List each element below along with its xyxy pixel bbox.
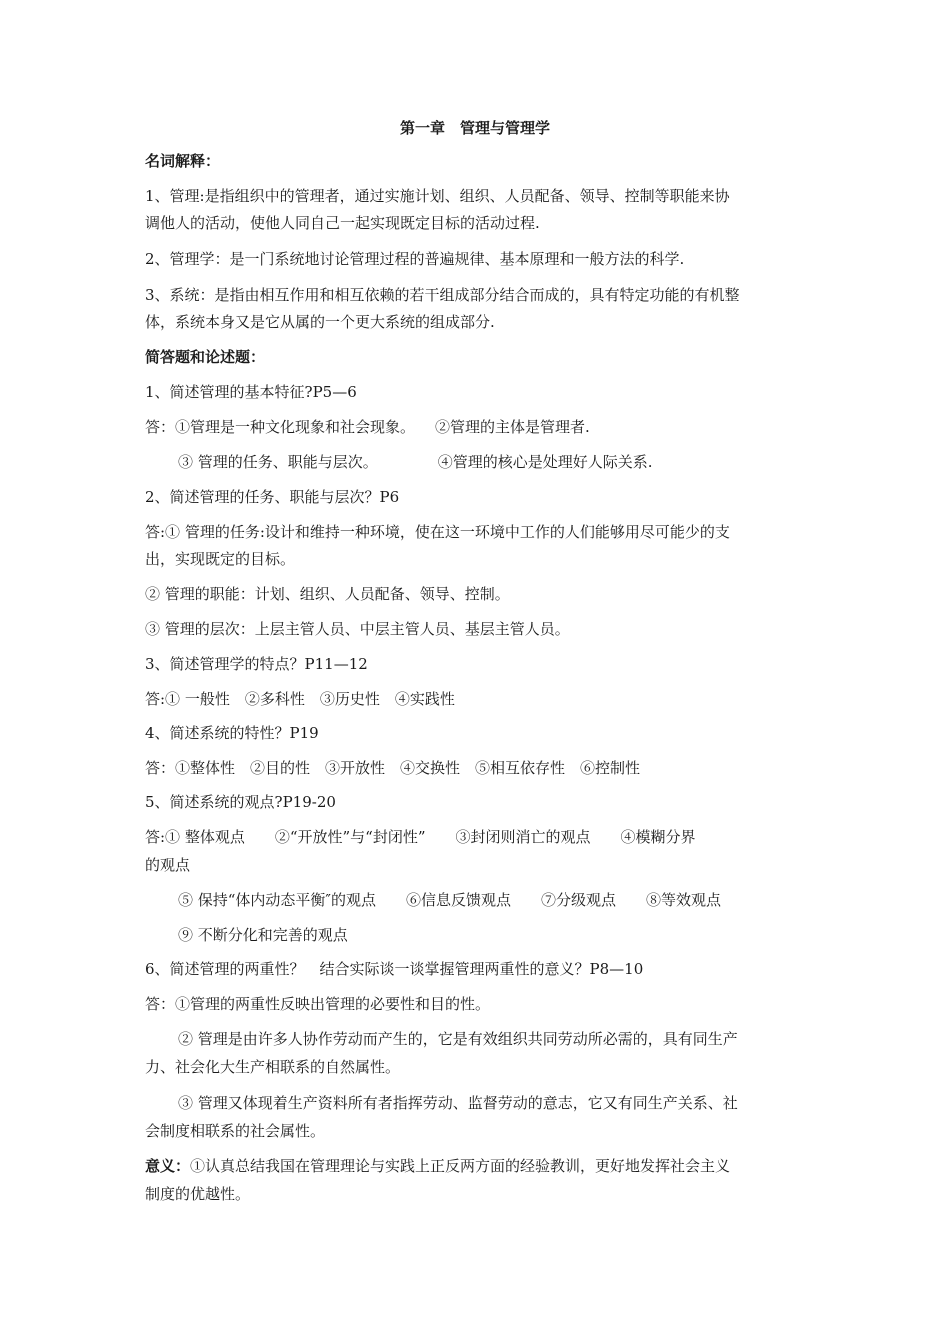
q2-answer-1-line-1: 答:① 管理的任务:设计和维持一种环境，使在这一环境中工作的人们能够用尽可能少的支 [145, 523, 730, 541]
q6-answer-2-line-1: ② 管理是由许多人协作劳动而产生的，它是有效组织共同劳动所必需的，具有同生产 [178, 1030, 738, 1048]
q1-answer-2: ②管理的主体是管理者. [435, 418, 590, 436]
q6-meaning-line-1 [145, 1155, 815, 1177]
q4-question: 4、简述系统的特性？P19 [145, 724, 319, 742]
q6-answer-2-line-2: 力、社会化大生产相联系的自然属性。 [145, 1058, 401, 1076]
q2-answer-3: ③ 管理的层次：上层主管人员、中层主管人员、基层主管人员。 [145, 620, 570, 638]
term-1-line-1: 1、管理:是指组织中的管理者，通过实施计划、组织、人员配备、领导、控制等职能来协 [145, 187, 730, 205]
chapter-title: 第一章 管理与管理学 [399, 119, 550, 137]
term-3-line-2: 体，系统本身又是它从属的一个更大系统的组成部分. [145, 313, 495, 331]
q4-answer: 答：①整体性 ②目的性 ③开放性 ④交换性 ⑤相互依存性 ⑥控制性 [145, 759, 641, 777]
term-1-line-2: 调他人的活动，使他人同自己一起实现既定目标的活动过程. [145, 214, 540, 232]
terms-heading: 名词解释： [145, 152, 221, 170]
q2-answer-2: ② 管理的职能：计划、组织、人员配备、领导、控制。 [145, 585, 510, 603]
qa-heading: 简答题和论述题： [145, 348, 266, 366]
q1-answer-row-2 [178, 451, 818, 473]
q5-answer-line-3: ⑤ 保持“体内动态平衡″的观点 ⑥信息反馈观点 ⑦分级观点 ⑧等效观点 [178, 891, 722, 909]
q1-answer-row-1 [145, 416, 815, 438]
q6-answer-3-line-1: ③ 管理又体现着生产资料所有者指挥劳动、监督劳动的意志，它又有同生产关系、社 [178, 1094, 738, 1112]
term-3-line-1: 3、系统：是指由相互作用和相互依赖的若干组成部分结合而成的，具有特定功能的有机整 [145, 286, 740, 304]
q1-question: 1、简述管理的基本特征?P5—6 [145, 383, 357, 401]
q6-meaning-text: ①认真总结我国在管理理论与实践上正反两方面的经验教训，更好地发挥社会主义 [190, 1157, 731, 1175]
q6-meaning-label: 意义： [145, 1157, 191, 1175]
q5-answer-line-4: ⑨ 不断分化和完善的观点 [178, 926, 348, 944]
q3-answer: 答:① 一般性 ②多科性 ③历史性 ④实践性 [145, 690, 455, 708]
q6-answer-1: 答：①管理的两重性反映出管理的必要性和目的性。 [145, 995, 491, 1013]
q5-question: 5、简述系统的观点?P19-20 [145, 793, 336, 811]
q6-question: 6、简述管理的两重性？ 结合实际谈一谈掌握管理两重性的意义？P8—10 [145, 960, 644, 978]
q3-question: 3、简述管理学的特点？P11—12 [145, 655, 368, 673]
q1-answer-4: ④管理的核心是处理好人际关系. [437, 453, 653, 471]
q1-answer-3: ③ 管理的任务、职能与层次。 [178, 453, 378, 471]
q1-answer-1: 答：①管理是一种文化现象和社会现象。 [145, 418, 416, 436]
q5-answer-line-1: 答:① 整体观点 ②“开放性”与“封闭性” ③封闭则消亡的观点 ④模糊分界 [145, 828, 696, 846]
term-2: 2、管理学：是一门系统地讨论管理过程的普遍规律、基本原理和一般方法的科学. [145, 250, 685, 268]
q6-answer-3-line-2: 会制度相联系的社会属性。 [145, 1122, 326, 1140]
q6-meaning-line-2: 制度的优越性。 [145, 1185, 251, 1203]
q2-question: 2、简述管理的任务、职能与层次？P6 [145, 488, 400, 506]
q2-answer-1-line-2: 出，实现既定的目标。 [145, 550, 296, 568]
q5-answer-line-2: 的观点 [145, 856, 191, 874]
